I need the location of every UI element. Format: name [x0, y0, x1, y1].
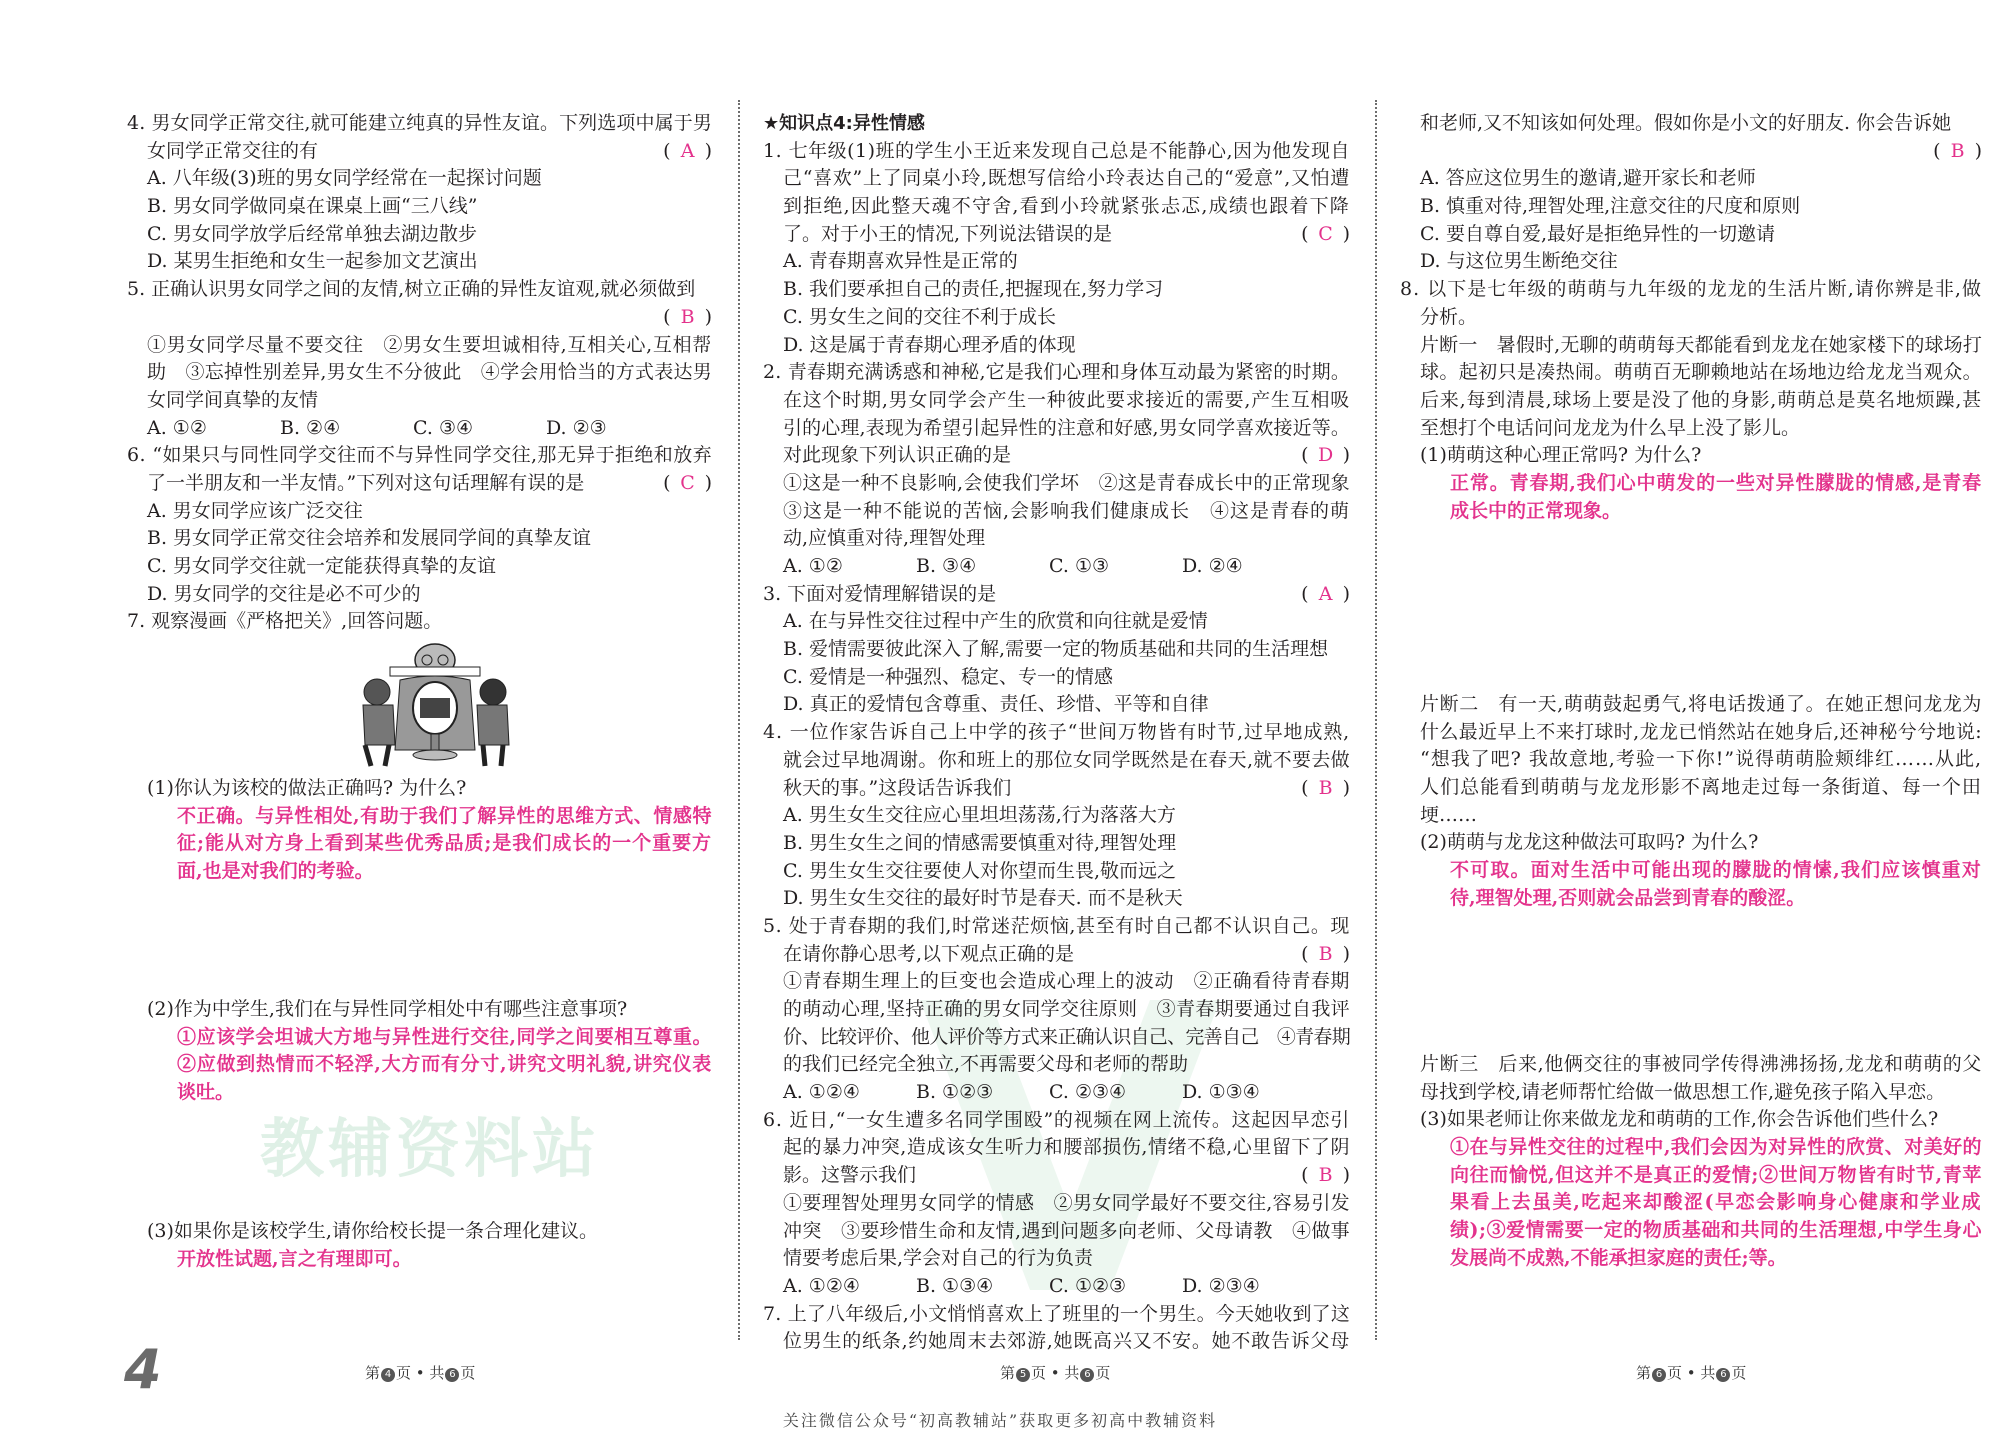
question-block-seg3: [1400, 1051, 1982, 1273]
line-text: “想我了吧? 我故意地,考验一下你!”说得萌萌脸颊绯红……从此,: [1420, 748, 1982, 771]
line-text: 母找到学校,请老师帮忙给做一做思想工作,避免孩子陷入早恋。: [1420, 1080, 1946, 1103]
line-text: D. 与这位男生断绝交往: [1420, 250, 1618, 273]
question-line: [147, 359, 712, 387]
line-text: C. 男女同学交往就一定能获得真挚的友谊: [147, 555, 496, 577]
line-text: 动,应慎重对待,理智处理: [783, 527, 986, 550]
line-text: D. 某男生拒绝和女生一起参加文艺演出: [147, 250, 478, 273]
line-text: 2. 青春期充满诱惑和神秘,它是我们心理和身体互动最为紧密的时期。: [763, 361, 1350, 384]
line-text: ③这是一种不能说的苦恼,会影响我们健康成长 ④这是青春的萌: [783, 499, 1350, 522]
line-text: 至想打个电话问问龙龙为什么早上没了影儿。: [1420, 416, 1801, 439]
choice-option: D. ①③④: [1182, 1081, 1260, 1104]
answer-bracket: ( A ): [1301, 581, 1350, 609]
option-line: [783, 332, 1350, 360]
line-text: 绩);③爱情需要一定的物质基础和共同的生活理想,中学生身心: [1450, 1219, 1982, 1242]
question-block-k4: [763, 110, 1350, 1356]
answer-line: [177, 830, 712, 858]
answer-line: [177, 858, 712, 886]
option-line: [783, 304, 1350, 332]
line-text: 不正确。与异性相处,有助于我们了解异性的思维方式、情感特: [177, 804, 712, 827]
line-text: D. 真正的爱情包含尊重、责任、珍惜、平等和自律: [783, 693, 1209, 716]
option-line: [783, 885, 1350, 913]
line-text: 1. 七年级(1)班的学生小王近来发现自己总是不能静心,因为他发现自: [763, 139, 1350, 162]
page-indicator: [1000, 1362, 1110, 1383]
answer-line: [1450, 1189, 1982, 1217]
question-line: [783, 1162, 1350, 1190]
line-text: 冲突 ③要珍惜生命和友情,遇到问题多向老师、父母请教 ④做事: [783, 1219, 1350, 1242]
page-indicator-pre: 第: [1000, 1364, 1016, 1382]
line-text: ①这是一种不良影响,会使我们学坏 ②这是青春成长中的正常现象: [783, 471, 1350, 494]
choice-option: C. ②③④: [1049, 1081, 1127, 1104]
line-text: 6. “如果只与同性同学交往而不与异性同学交往,那无异于拒绝和放弃: [127, 444, 712, 467]
question-line: [783, 415, 1350, 443]
answer-line: [1450, 470, 1982, 498]
line-text: B. 我们要承担自己的责任,把握现在,努力学习: [783, 278, 1164, 301]
answer-bracket: ( B ): [1301, 941, 1350, 969]
choice-option: A. ①②: [147, 416, 207, 439]
line-text: D. 男女同学的交往是必不可少的: [147, 582, 421, 605]
choice-option: B. ①③④: [916, 1274, 994, 1297]
question-line: [1420, 1079, 1982, 1107]
option-line: [147, 165, 712, 193]
line-text: 什么最近早上不来打球时,龙龙已悄然站在她身后,还神秘兮兮地说:: [1420, 720, 1982, 743]
answer-line: [1450, 1162, 1982, 1190]
option-line: [147, 193, 712, 221]
line-text: 了一半朋友和一半友情。”下列对这句话理解有误的是: [147, 471, 585, 494]
question-line: [763, 138, 1350, 166]
line-text: 开放性试题,言之有理即可。: [177, 1247, 412, 1270]
choice-option: C. ①②③: [1049, 1274, 1127, 1297]
line-text: 的萌动心理,坚持正确的男女同学交往原则 ③青春期要通过自我评: [783, 998, 1350, 1020]
line-text: 在这个时期,男女同学会产生一种彼此要求接近的需要,产生互相吸: [783, 388, 1350, 411]
line-text: 引的心理,表现为希望引起异性的注意和好感,男女同学喜欢接近等。: [783, 416, 1350, 439]
line-text: 和老师,又不知该如何处理。假如你是小文的好朋友. 你会告诉她: [1420, 112, 1952, 134]
answer-line: [1450, 1134, 1982, 1162]
question-line: [1420, 359, 1982, 387]
line-text: 埂……: [1420, 803, 1478, 826]
question-line: [783, 1218, 1350, 1246]
choice-option: C. ③④: [413, 416, 474, 439]
question-line: [1420, 110, 1982, 138]
line-text: 就会过早地凋谢。你和班上的那位女同学既然是在春天,就不要去做: [783, 748, 1350, 771]
answer-line: [177, 803, 712, 831]
option-line: [783, 1273, 1350, 1301]
answer-letter: B: [1318, 776, 1333, 799]
line-text: 位男生的纸条,约她周末去郊游,她既高兴又不安。她不敢告诉父母: [783, 1330, 1350, 1353]
page-indicator-cur: 5: [1016, 1368, 1030, 1382]
answer-bracket: ( C ): [1301, 221, 1350, 249]
question-line: [127, 110, 712, 138]
question-line: [763, 581, 1350, 609]
answer-line: [1450, 1217, 1982, 1245]
line-text: 对此现象下列认识正确的是: [783, 444, 1012, 467]
question-line: [1400, 276, 1982, 304]
question-block-q7-3: [127, 1218, 712, 1273]
line-text: 5. 正确认识男女同学之间的友情,树立正确的异性友谊观,就必须做到: [127, 278, 696, 301]
question-line: [783, 968, 1350, 996]
line-text: (1)萌萌这种心理正常吗? 为什么?: [1420, 444, 1702, 467]
question-line: [147, 470, 712, 498]
question-line: [783, 1190, 1350, 1218]
line-text: 谈吐。: [177, 1081, 235, 1104]
option-line: [1420, 221, 1982, 249]
answer-line: [1450, 498, 1982, 526]
line-text: B. 男女同学正常交往会培养和发展同学间的真挚友谊: [147, 527, 592, 550]
question-line: [763, 1107, 1350, 1135]
question-line: [1420, 387, 1982, 415]
question-line: [763, 1301, 1350, 1329]
line-text: 女同学间真挚的友情: [147, 388, 319, 411]
page-indicator-cur: 6: [1652, 1368, 1666, 1382]
line-text: C. 男生女生交往要使人对你望而生畏,敬而远之: [783, 859, 1176, 882]
line-text: 影。这警示我们: [783, 1164, 917, 1187]
question-line: [147, 304, 712, 332]
question-line: [783, 747, 1350, 775]
answer-letter: C: [680, 471, 695, 494]
option-line: [783, 830, 1350, 858]
sub-question: [1420, 1106, 1982, 1134]
line-text: (3)如果你是该校学生,请你给校长提一条合理化建议。: [147, 1220, 598, 1242]
line-text: 助 ③忘掉性别差异,男女生不分彼此 ④学会用恰当的方式表达男: [147, 361, 712, 384]
question-line: [783, 996, 1350, 1024]
line-text: ②应做到热情而不轻浮,大方而有分寸,讲究文明礼貌,讲究仪表: [177, 1053, 712, 1076]
page-indicator-post: 页: [1731, 1364, 1747, 1382]
question-line: [783, 941, 1350, 969]
line-text: 果看上去虽美,吃起来却酸涩(早恋会影响身心健康和学业成: [1450, 1191, 1982, 1214]
page-indicator-post: 页: [1095, 1364, 1111, 1382]
answer-line: [177, 1051, 712, 1079]
line-text: ①在与异性交往的过程中,我们会因为对异性的欣赏、对美好的: [1450, 1136, 1982, 1159]
question-line: [783, 1024, 1350, 1052]
line-text: C. 男女同学放学后经常单独去湖边散步: [147, 222, 477, 245]
page-indicator-pre: 第: [365, 1364, 381, 1382]
line-text: (2)萌萌与龙龙这种做法可取吗? 为什么?: [1420, 831, 1759, 854]
option-line: [147, 553, 712, 581]
line-text: 征;能从对方身上看到某些优秀品质;是我们成长的一个重要方: [177, 832, 712, 855]
question-line: [147, 387, 712, 415]
line-text: A. 男生女生交往应心里坦坦荡荡,行为落落大方: [783, 804, 1176, 827]
line-text: D. 这是属于青春期心理矛盾的体现: [783, 333, 1076, 356]
question-block-seg2: [1400, 691, 1982, 913]
question-block-q7-q8: [1400, 110, 1982, 525]
option-line: [783, 248, 1350, 276]
line-text: A. 青春期喜欢异性是正常的: [783, 250, 1018, 273]
line-text: 3. 下面对爱情理解错误的是: [763, 582, 997, 605]
sub-question: [1420, 829, 1982, 857]
sub-question: [147, 996, 712, 1024]
line-text: ①要理智处理男女同学的情感 ②男女同学最好不要交往,容易引发: [783, 1191, 1350, 1214]
line-text: C. 爱情是一种强烈、稳定、专一的情感: [783, 665, 1113, 688]
question-line: [1420, 746, 1982, 774]
question-line: [127, 608, 712, 636]
answer-letter: D: [1317, 444, 1334, 467]
answer-bracket: ( A ): [663, 138, 712, 166]
page-indicator: [1636, 1362, 1746, 1383]
answer-bracket: ( B ): [663, 304, 712, 332]
answer-bracket: ( B ): [1301, 1162, 1350, 1190]
answer-letter: B: [1318, 942, 1333, 965]
question-line: [783, 775, 1350, 803]
answer-bracket: ( C ): [663, 470, 712, 498]
column-divider: [1375, 100, 1377, 1340]
line-text: 4. 男女同学正常交往,就可能建立纯真的异性友谊。下列选项中属于男: [127, 112, 712, 134]
line-text: 成长中的正常现象。: [1450, 499, 1622, 522]
answer-letter: B: [1950, 139, 1965, 162]
page-indicator-cur: 4: [381, 1368, 395, 1382]
column-divider: [738, 100, 740, 1340]
line-text: 起的暴力冲突,造成该女生听力和腰部损伤,情绪不稳,心里留下了阴: [783, 1136, 1350, 1159]
answer-letter: A: [680, 139, 695, 162]
answer-letter: B: [1318, 1164, 1333, 1187]
choice-option: A. ①②④: [783, 1274, 860, 1297]
page-indicator-mid: 页 • 共: [1667, 1364, 1716, 1382]
question-line: [763, 719, 1350, 747]
option-line: [147, 581, 712, 609]
line-text: 人们总能看到萌萌与龙龙形影不离地走过每一条街道、每一个田: [1420, 776, 1982, 799]
choice-option: C. ①③: [1049, 555, 1110, 577]
question-line: [1420, 332, 1982, 360]
line-text: B. 男生女生之间的情感需要慎重对待,理智处理: [783, 831, 1177, 854]
watermark: 教辅资料站: [260, 1113, 600, 1187]
question-line: [783, 1328, 1350, 1356]
line-text: 到拒绝,因此整天魂不守舍,看到小玲就紧张忐忑,成绩也跟着下降: [783, 195, 1350, 218]
line-text: ★知识点4:异性情感: [763, 113, 925, 134]
option-line: [783, 636, 1350, 664]
question-line: [1420, 719, 1982, 747]
line-text: 的我们已经完全独立,不再需要父母和老师的帮助: [783, 1053, 1189, 1076]
question-line: [783, 498, 1350, 526]
question-line: [127, 276, 712, 304]
sub-question: [147, 1218, 712, 1246]
option-line: [783, 553, 1350, 581]
line-text: 不可取。面对生活中可能出现的朦胧的情愫,我们应该慎重对: [1450, 859, 1982, 882]
line-text: C. 要自尊自爱,最好是拒绝异性的一切邀请: [1420, 222, 1775, 245]
question-line: [1420, 774, 1982, 802]
option-line: [783, 608, 1350, 636]
line-text: 分析。: [1420, 305, 1478, 328]
line-text: B. 爱情需要彼此深入了解,需要一定的物质基础和共同的生活理想: [783, 638, 1329, 661]
line-text: A. 男女同学应该广泛交往: [147, 499, 363, 522]
option-line: [1420, 193, 1982, 221]
answer-line: [177, 1024, 712, 1052]
option-line: [147, 221, 712, 249]
answer-line: [177, 1079, 712, 1107]
choice-option: B. ③④: [916, 555, 977, 577]
page-indicator-post: 页: [460, 1364, 476, 1382]
answer-line: [1450, 857, 1982, 885]
question-block-q7-1: [127, 775, 712, 886]
line-text: 片断三 后来,他俩交往的事被同学传得沸沸扬扬,龙龙和萌萌的父: [1420, 1053, 1982, 1075]
line-text: D. 男生女生交往的最好时节是春天. 而不是秋天: [783, 887, 1183, 910]
answer-bracket: ( D ): [1301, 442, 1350, 470]
page-indicator-mid: 页 • 共: [396, 1364, 445, 1382]
line-text: 正常。青春期,我们心中萌发的一些对异性朦胧的情感,是青春: [1450, 471, 1982, 494]
line-text: ①男女同学尽量不要交往 ②男女生要坦诚相待,互相关心,互相帮: [147, 333, 712, 356]
page-indicator-mid: 页 • 共: [1031, 1364, 1080, 1382]
choice-option: D. ②③④: [1182, 1274, 1260, 1297]
choice-option: B. ①②③: [916, 1081, 994, 1104]
question-line: [763, 359, 1350, 387]
option-line: [783, 1079, 1350, 1107]
option-line: [1420, 165, 1982, 193]
option-line: [783, 802, 1350, 830]
question-line: [127, 442, 712, 470]
question-line: [783, 470, 1350, 498]
question-line: [783, 1245, 1350, 1273]
line-text: 向往而愉悦,但这并不是真正的爱情;②世间万物皆有时节,青苹: [1450, 1163, 1982, 1186]
answer-bracket: ( B ): [1301, 775, 1350, 803]
line-text: 发展尚不成熟,不能承担家庭的责任;等。: [1450, 1246, 1787, 1269]
line-text: 8. 以下是七年级的萌萌与九年级的龙龙的生活片断,请你辨是非,做: [1400, 278, 1982, 301]
page-indicator-total: 6: [1716, 1368, 1730, 1382]
section-heading: [763, 110, 1350, 138]
line-text: 价、比较评价、他人评价等方式来正确认识自己、完善自己 ④青春期: [783, 1025, 1350, 1048]
line-text: B. 男女同学做同桌在课桌上画“三八线”: [147, 195, 478, 218]
choice-option: B. ②④: [280, 416, 341, 439]
question-line: [783, 1051, 1350, 1079]
line-text: 7. 观察漫画《严格把关》,回答问题。: [127, 610, 443, 633]
question-line: [1420, 691, 1982, 719]
line-text: 待,理智处理,否则就会品尝到青春的酸涩。: [1450, 886, 1806, 909]
option-line: [783, 691, 1350, 719]
question-line: [783, 221, 1350, 249]
line-text: 在请你静心思考,以下观点正确的是: [783, 942, 1075, 965]
answer-line: [1450, 885, 1982, 913]
question-line: [783, 193, 1350, 221]
line-text: 后来,每到清晨,球场上要是没了他的身影,萌萌总是莫名地烦躁,甚: [1420, 388, 1982, 411]
page-number-large: 4: [124, 1338, 162, 1401]
page-indicator-total: 6: [1080, 1368, 1094, 1382]
option-line: [147, 498, 712, 526]
line-text: C. 男女生之间的交往不利于成长: [783, 305, 1056, 328]
page-indicator-total: 6: [445, 1368, 459, 1382]
sub-question: [147, 775, 712, 803]
option-line: [1420, 248, 1982, 276]
question-line: [763, 913, 1350, 941]
answer-bracket: ( B ): [1933, 138, 1982, 166]
option-line: [783, 858, 1350, 886]
line-text: 球。起初只是凑热闹。萌萌百无聊赖地站在场地边给龙龙当观众。: [1420, 361, 1982, 384]
question-line: [783, 387, 1350, 415]
answer-letter: B: [680, 305, 695, 328]
option-line: [147, 415, 712, 443]
line-text: (2)作为中学生,我们在与异性同学相处中有哪些注意事项?: [147, 998, 628, 1020]
question-line: [783, 442, 1350, 470]
line-text: 片断二 有一天,萌萌鼓起勇气,将电话拨通了。在她正想问龙龙为: [1420, 693, 1982, 715]
line-text: 己“喜欢”上了同桌小玲,既想写信给小玲表达自己的“爱意”,又怕遭: [783, 167, 1350, 190]
option-line: [783, 664, 1350, 692]
choice-option: A. ①②④: [783, 1081, 860, 1104]
question-line: [783, 525, 1350, 553]
question-line: [783, 1134, 1350, 1162]
cartoon-strict-checkpoint: [335, 640, 535, 768]
question-line: [147, 332, 712, 360]
page-indicator-pre: 第: [1636, 1364, 1652, 1382]
footer-notice: 关注微信公众号“初高教辅站”获取更多初高中教辅资料: [782, 1411, 1218, 1430]
line-text: 6. 近日,“一女生遭多名同学围殴”的视频在网上流传。这起因早恋引: [763, 1108, 1350, 1131]
question-block-q4-q7: [127, 110, 712, 636]
line-text: (3)如果老师让你来做龙龙和萌萌的工作,你会告诉他们些什么?: [1420, 1108, 1939, 1131]
page-indicator: [365, 1362, 475, 1383]
sub-question: [1420, 442, 1982, 470]
question-line: [1420, 138, 1982, 166]
line-text: 4. 一位作家告诉自己上中学的孩子“世间万物皆有时节,过早地成熟,: [763, 721, 1350, 744]
line-text: B. 慎重对待,理智处理,注意交往的尺度和原则: [1420, 195, 1801, 218]
question-line: [1420, 304, 1982, 332]
question-line: [1420, 802, 1982, 830]
question-block-q7-2: [127, 996, 712, 1107]
answer-line: [1450, 1245, 1982, 1273]
line-text: 7. 上了八年级后,小文悄悄喜欢上了班里的一个男生。今天她收到了这: [763, 1302, 1350, 1325]
choice-option: D. ②④: [1182, 555, 1243, 577]
answer-letter: C: [1318, 222, 1333, 245]
option-line: [147, 525, 712, 553]
option-line: [783, 276, 1350, 304]
answer-line: [177, 1246, 712, 1274]
line-text: 女同学正常交往的有: [147, 139, 319, 162]
line-text: A. 在与异性交往过程中产生的欣赏和向往就是爱情: [783, 610, 1208, 633]
line-text: A. 八年级(3)班的男女同学经常在一起探讨问题: [147, 167, 542, 190]
right-column: [1400, 0, 1982, 1340]
line-text: (1)你认为该校的做法正确吗? 为什么?: [147, 777, 467, 799]
line-text: A. 答应这位男生的邀请,避开家长和老师: [1420, 167, 1756, 190]
line-text: ①青春期生理上的巨变也会造成心理上的波动 ②正确看待青春期: [783, 970, 1350, 993]
answer-letter: A: [1318, 582, 1333, 605]
line-text: ①应该学会坦诚大方地与异性进行交往,同学之间要相互尊重。: [177, 1025, 712, 1048]
question-line: [147, 138, 712, 166]
line-text: 了。对于小王的情况,下列说法错误的是: [783, 222, 1113, 245]
middle-column: [763, 0, 1350, 1353]
question-line: [1420, 1051, 1982, 1079]
choice-option: A. ①②: [783, 555, 843, 577]
choice-option: D. ②③: [546, 416, 607, 439]
question-line: [1420, 415, 1982, 443]
question-line: [783, 165, 1350, 193]
line-text: 片断一 暑假时,无聊的萌萌每天都能看到龙龙在她家楼下的球场打: [1420, 333, 1982, 356]
line-text: 面,也是对我们的考验。: [177, 860, 374, 883]
line-text: 5. 处于青春期的我们,时常迷茫烦恼,甚至有时自己都不认识自己。现: [763, 914, 1350, 937]
option-line: [147, 248, 712, 276]
line-text: 情要考虑后果,学会对自己的行为负责: [783, 1247, 1094, 1270]
line-text: 秋天的事。”这段话告诉我们: [783, 776, 1012, 799]
